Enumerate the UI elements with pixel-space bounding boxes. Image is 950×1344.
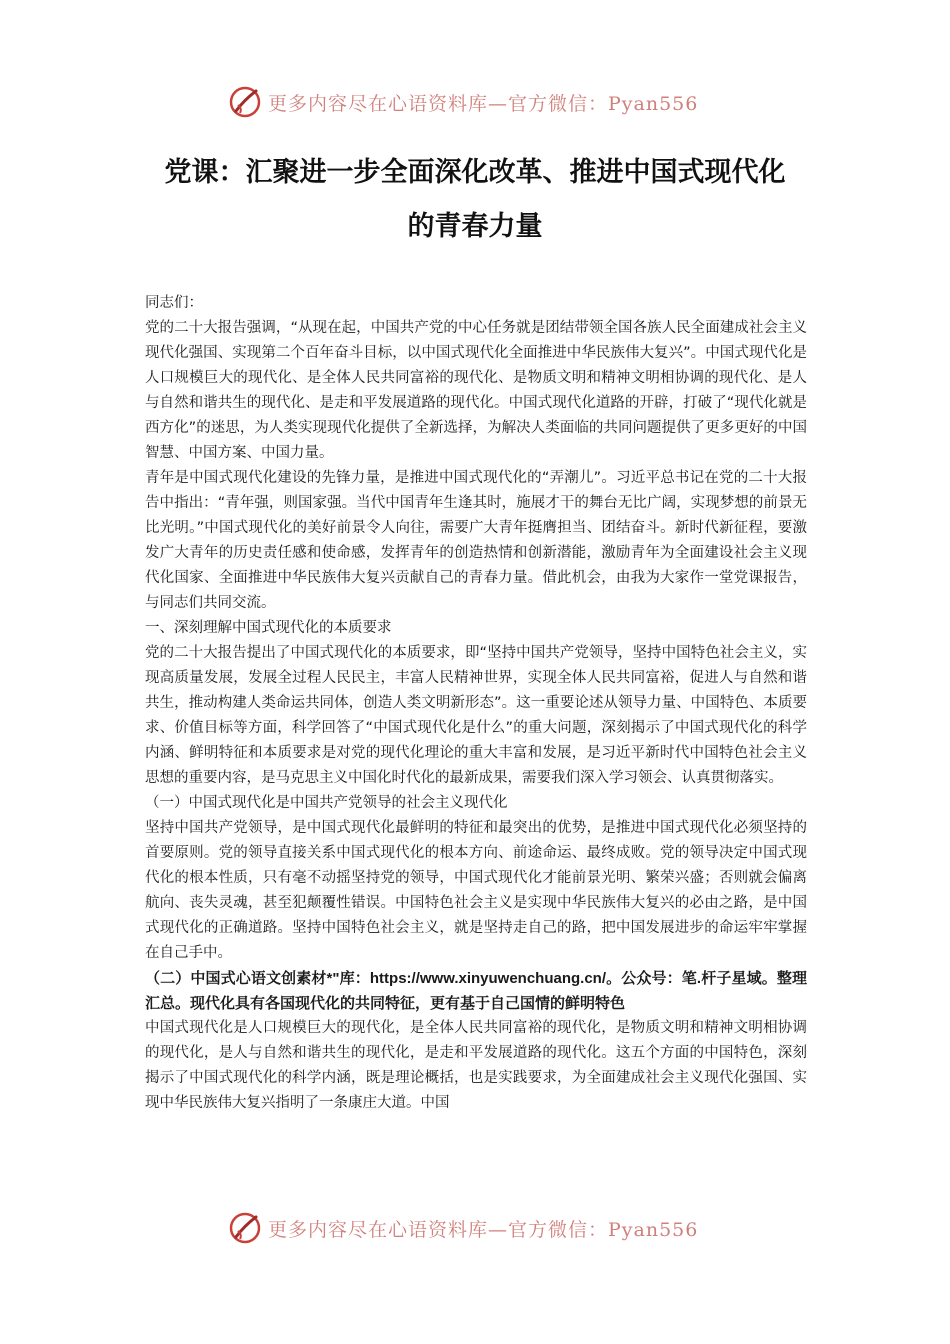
subsection-heading: （一）中国式现代化是中国共产党领导的社会主义现代化 (145, 795, 508, 811)
paragraph: 青年是中国式现代化建设的先锋力量，是推进中国式现代化的“弄潮儿”。习近平总书记在党的二十大报告中指出：“青年强，则国家强。当代中国青年生逢其时，施展才干的舞台无比广阔，实现梦想的前景无比光明。”中国式现代化的美好前景令人向往，需要广大青年挺膺担当、团结奋斗。新时代新征程，要激发广大青年的历史责任感和使命感，发挥青年的创造热情和创新潜能，激励青年为全面建设社会主义现代化国家、全面推进中华民族伟大复兴贡献自己的青春力量。借此机会，由我为大家作一堂党课报告，与同志们共同交流。 (145, 470, 807, 611)
subsection-heading-bold: （二）中国式心语文创素材*"库：https://www.xinyuwenchuang.cn/。公众号：笔.杆子星域。整理汇总。现代化具有各国现代化的共同特征，更有基于自己国情的鲜明特色 (145, 970, 807, 1012)
paragraph: 党的二十大报告提出了中国式现代化的本质要求，即“坚持中国共产党领导，坚持中国特色社会主义，实现高质量发展，发展全过程人民民主，丰富人民精神世界，实现全体人民共同富裕，促进人与自然和谐共生，推动构建人类命运共同体，创造人类文明新形态”。这一重要论述从领导力量、中国特色、本质要求、价值目标等方面，科学回答了“中国式现代化是什么”的重大问题，深刻揭示了中国式现代化的科学内涵、鲜明特征和本质要求是对党的现代化理论的重大丰富和发展，是习近平新时代中国特色社会主义思想的重要内容，是马克思主义中国化时代化的最新成果，需要我们深入学习领会、认真贯彻落实。 (145, 645, 807, 786)
paragraph: 坚持中国共产党领导，是中国式现代化最鲜明的特征和最突出的优势，是推进中国式现代化必须坚持的首要原则。党的领导直接关系中国式现代化的根本方向、前途命运、最终成败。党的领导决定中国式现代化的根本性质，只有毫不动摇坚持党的领导，中国式现代化才能前景光明、繁荣兴盛；否则就会偏离航向、丧失灵魂，甚至犯颠覆性错误。中国特色社会主义是实现中华民族伟大复兴的必由之路，是中国式现代化的正确道路。坚持中国特色社会主义，就是坚持走自己的路，把中国发展进步的命运牢牢掌握在自己手中。 (145, 820, 807, 961)
paragraph: 党的二十大报告强调，“从现在起，中国共产党的中心任务就是团结带领全国各族人民全面建成社会主义现代化强国、实现第二个百年奋斗目标，以中国式现代化全面推进中华民族伟大复兴”。中国式现代化是人口规模巨大的现代化、是全体人民共同富裕的现代化、是物质文明和精神文明相协调的现代化、是人与自然和谐共生的现代化、是走和平发展道路的现代化。中国式现代化道路的开辟，打破了“现代化就是西方化”的迷思，为人类实现现代化提供了全新选择，为解决人类面临的共同问题提供了更多更好的中国智慧、中国方案、中国力量。 (145, 320, 807, 461)
brush-logo-icon (228, 85, 262, 119)
paragraph: 中国式现代化是人口规模巨大的现代化，是全体人民共同富裕的现代化，是物质文明和精神文明相协调的现代化，是人与自然和谐共生的现代化，是走和平发展道路的现代化。这五个方面的中国特色，深刻揭示了中国式现代化的科学内涵，既是理论概括，也是实践要求，为全面建成社会主义现代化强国、实现中华民族伟大复兴指明了一条康庄大道。中国 (145, 1020, 807, 1111)
footer-watermark-banner (228, 1208, 748, 1248)
salutation: 同志们： (145, 295, 203, 311)
watermark-text: 更多内容尽在心语资料库—官方微信：Pyan556 (268, 1218, 699, 1241)
header-watermark-banner (228, 82, 748, 122)
document-body (145, 291, 807, 1116)
title-line-2: 的青春力量 (407, 211, 543, 242)
brush-logo-icon (228, 1211, 262, 1245)
section-heading: 一、深刻理解中国式现代化的本质要求 (145, 620, 392, 636)
page-title (100, 146, 850, 254)
title-line-1: 党课：汇聚进一步全面深化改革、推进中国式现代化 (164, 157, 786, 188)
watermark-text: 更多内容尽在心语资料库—官方微信：Pyan556 (268, 92, 699, 115)
